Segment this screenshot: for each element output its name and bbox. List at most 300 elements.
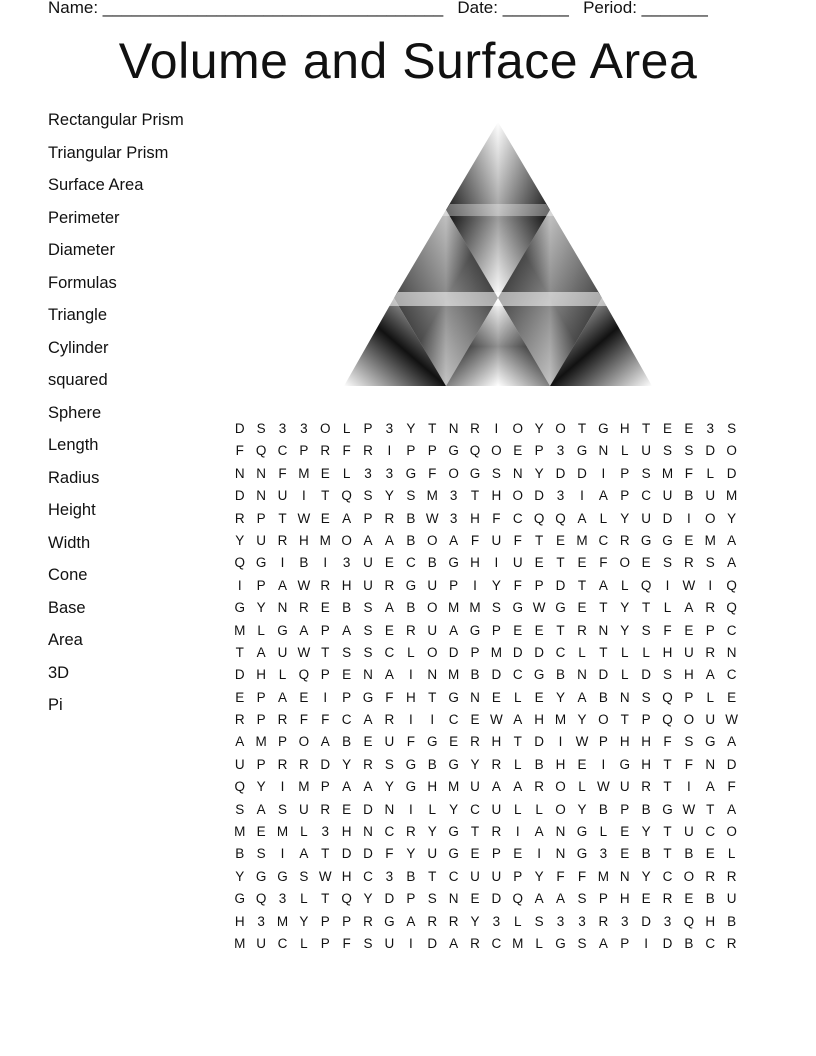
- grid-letter: E: [513, 622, 523, 638]
- grid-letter: Y: [641, 824, 651, 840]
- grid-letter: U: [705, 488, 716, 504]
- grid-letter: B: [299, 555, 309, 571]
- grid-letter: P: [320, 667, 330, 683]
- grid-letter: I: [601, 465, 606, 481]
- grid-letter: 3: [385, 465, 394, 481]
- grid-letter: D: [320, 756, 331, 772]
- grid-letter: Y: [384, 488, 394, 504]
- word-list-item: Cone: [48, 566, 88, 584]
- grid-letter: Q: [555, 510, 566, 526]
- grid-letter: T: [428, 689, 437, 705]
- page-title: Volume and Surface Area: [118, 33, 698, 89]
- grid-letter: R: [384, 712, 395, 728]
- grid-letter: A: [299, 846, 309, 862]
- grid-letter: R: [491, 824, 502, 840]
- grid-letter: E: [470, 891, 480, 907]
- grid-letter: N: [277, 600, 288, 616]
- grid-letter: L: [578, 779, 586, 795]
- grid-letter: P: [320, 622, 330, 638]
- grid-letter: T: [599, 600, 608, 616]
- grid-letter: M: [276, 913, 289, 929]
- grid-letter: U: [234, 756, 245, 772]
- grid-letter: D: [705, 443, 716, 459]
- grid-letter: D: [726, 465, 737, 481]
- grid-letter: M: [276, 824, 289, 840]
- grid-letter: E: [577, 555, 587, 571]
- grid-letter: H: [341, 577, 352, 593]
- grid-letter: Q: [234, 779, 245, 795]
- grid-row: [229, 709, 742, 731]
- grid-letter: D: [534, 644, 545, 660]
- grid-letter: B: [427, 756, 437, 772]
- pyramid-highlight: [388, 292, 608, 306]
- grid-letter: A: [727, 801, 737, 817]
- grid-letter: H: [684, 667, 694, 683]
- grid-letter: R: [320, 801, 331, 817]
- grid-letter: 3: [278, 891, 287, 907]
- grid-letter: D: [726, 756, 737, 772]
- grid-letter: S: [577, 935, 587, 951]
- grid-letter: O: [555, 421, 566, 436]
- grid-letter: F: [599, 555, 608, 571]
- grid-letter: T: [577, 421, 587, 436]
- grid-letter: I: [708, 577, 713, 593]
- grid-letter: R: [384, 510, 395, 526]
- grid-letter: H: [619, 421, 630, 436]
- grid-letter: I: [408, 801, 413, 817]
- grid-letter: N: [598, 622, 609, 638]
- grid-letter: R: [277, 712, 288, 728]
- grid-letter: O: [491, 443, 502, 459]
- grid-letter: A: [342, 622, 352, 638]
- grid-letter: I: [558, 734, 563, 750]
- grid-letter: P: [406, 891, 416, 907]
- grid-letter: A: [684, 600, 694, 616]
- grid-letter: P: [427, 443, 437, 459]
- grid-letter: T: [620, 712, 629, 728]
- grid-letter: N: [705, 756, 716, 772]
- grid-letter: P: [363, 421, 373, 436]
- grid-letter: S: [277, 801, 287, 817]
- grid-letter: F: [385, 689, 394, 705]
- grid-letter: Q: [298, 667, 310, 683]
- grid-letter: L: [428, 801, 436, 817]
- grid-letter: F: [663, 622, 672, 638]
- grid-letter: G: [277, 868, 288, 884]
- grid-letter: N: [256, 465, 266, 481]
- grid-letter: T: [321, 644, 330, 660]
- grid-letter: S: [406, 488, 416, 504]
- grid-letter: F: [684, 465, 694, 481]
- grid-letter: P: [256, 756, 266, 772]
- grid-letter: W: [490, 712, 503, 728]
- grid-letter: Y: [727, 510, 737, 526]
- grid-letter: Q: [683, 913, 695, 929]
- grid-row: [229, 463, 742, 485]
- grid-letter: 3: [385, 868, 394, 884]
- pyramid-highlight: [442, 204, 554, 216]
- grid-letter: U: [427, 846, 438, 862]
- grid-letter: E: [641, 891, 651, 907]
- grid-letter: I: [687, 510, 691, 526]
- grid-letter: R: [470, 734, 480, 750]
- grid-letter: B: [598, 689, 608, 705]
- grid-letter: T: [428, 421, 437, 436]
- grid-letter: L: [620, 667, 629, 683]
- grid-letter: O: [683, 868, 695, 884]
- student-info-line: [48, 0, 708, 18]
- grid-letter: U: [470, 868, 480, 884]
- word-list-item: Base: [48, 598, 86, 617]
- grid-letter: P: [342, 913, 352, 929]
- grid-letter: R: [277, 532, 288, 548]
- grid-letter: U: [256, 935, 266, 951]
- grid-letter: O: [426, 532, 438, 548]
- grid-letter: P: [256, 689, 266, 705]
- grid-letter: A: [342, 510, 352, 526]
- grid-letter: G: [448, 555, 459, 571]
- grid-letter: B: [534, 756, 544, 772]
- grid-letter: F: [727, 779, 736, 795]
- grid-letter: D: [341, 846, 352, 862]
- grid-letter: G: [469, 465, 481, 481]
- name-field: Name: ____________________________________: [48, 0, 444, 17]
- word-list-item: Cylinder: [48, 338, 109, 357]
- grid-letter: Y: [620, 622, 630, 638]
- grid-letter: Y: [491, 577, 501, 593]
- grid-letter: A: [534, 824, 544, 840]
- grid-letter: E: [705, 846, 715, 862]
- grid-letter: R: [705, 600, 716, 616]
- grid-letter: E: [684, 532, 694, 548]
- grid-letter: T: [278, 510, 287, 526]
- grid-letter: 3: [449, 488, 458, 504]
- grid-letter: 3: [321, 824, 330, 840]
- grid-letter: T: [663, 756, 672, 772]
- grid-letter: R: [363, 756, 373, 772]
- grid-letter: A: [235, 734, 245, 750]
- grid-letter: T: [663, 846, 672, 862]
- grid-row: [229, 664, 742, 686]
- grid-letter: L: [342, 465, 351, 481]
- grid-letter: F: [428, 465, 437, 481]
- grid-letter: A: [342, 779, 352, 795]
- grid-letter: R: [534, 779, 545, 795]
- grid-letter: A: [727, 734, 737, 750]
- grid-letter: W: [596, 779, 610, 795]
- grid-letter: P: [470, 644, 480, 660]
- date-field: Date: _______: [457, 0, 569, 17]
- grid-letter: Y: [235, 532, 245, 548]
- grid-letter: U: [662, 488, 673, 504]
- grid-letter: R: [619, 532, 630, 548]
- grid-row: [229, 642, 742, 664]
- grid-letter: M: [469, 600, 481, 616]
- grid-letter: H: [641, 734, 651, 750]
- grid-row: [229, 754, 742, 776]
- grid-letter: H: [470, 555, 480, 571]
- grid-row: [229, 440, 742, 462]
- grid-letter: A: [727, 532, 737, 548]
- word-list-item: Sphere: [48, 403, 102, 422]
- grid-letter: O: [448, 465, 459, 481]
- grid-letter: 3: [663, 913, 672, 929]
- grid-letter: B: [406, 600, 416, 616]
- grid-letter: E: [727, 689, 737, 705]
- grid-letter: Q: [662, 689, 673, 705]
- grid-letter: W: [575, 734, 589, 750]
- grid-letter: O: [298, 734, 310, 750]
- grid-letter: P: [406, 443, 416, 459]
- grid-letter: P: [491, 846, 501, 862]
- grid-letter: Y: [534, 421, 544, 436]
- grid-row: [229, 888, 742, 910]
- grid-letter: P: [320, 913, 330, 929]
- grid-letter: S: [727, 421, 737, 436]
- grid-letter: F: [385, 846, 394, 862]
- grid-letter: M: [597, 868, 609, 884]
- grid-letter: 3: [342, 555, 351, 571]
- grid-letter: R: [234, 712, 245, 728]
- grid-letter: S: [534, 913, 544, 929]
- grid-letter: F: [470, 532, 480, 548]
- grid-letter: B: [641, 846, 651, 862]
- grid-letter: E: [320, 510, 330, 526]
- grid-letter: T: [641, 600, 651, 616]
- grid-letter: R: [427, 913, 438, 929]
- grid-letter: G: [234, 600, 245, 616]
- grid-letter: G: [533, 667, 545, 683]
- grid-letter: G: [448, 689, 459, 705]
- grid-row: [229, 776, 742, 798]
- grid-letter: H: [234, 913, 245, 929]
- grid-letter: D: [641, 913, 651, 929]
- grid-letter: D: [534, 488, 545, 504]
- grid-letter: Y: [299, 913, 309, 929]
- grid-letter: A: [449, 935, 459, 951]
- grid-letter: C: [555, 644, 566, 660]
- grid-letter: I: [687, 779, 691, 795]
- grid-letter: M: [298, 779, 310, 795]
- grid-letter: A: [384, 667, 394, 683]
- word-list-item: Width: [48, 533, 91, 552]
- grid-letter: P: [705, 622, 715, 638]
- grid-letter: Q: [726, 577, 737, 593]
- grid-letter: Y: [235, 868, 245, 884]
- grid-letter: F: [406, 734, 415, 750]
- grid-letter: Y: [427, 824, 437, 840]
- grid-letter: G: [384, 913, 395, 929]
- grid-letter: C: [470, 801, 480, 817]
- grid-letter: B: [427, 555, 437, 571]
- grid-letter: B: [598, 801, 608, 817]
- grid-letter: E: [620, 846, 630, 862]
- grid-letter: H: [641, 756, 651, 772]
- grid-letter: P: [620, 801, 630, 817]
- grid-letter: E: [449, 734, 459, 750]
- grid-letter: W: [682, 801, 696, 817]
- grid-letter: S: [705, 555, 715, 571]
- grid-letter: H: [298, 532, 309, 548]
- grid-letter: M: [512, 935, 524, 951]
- grid-letter: W: [318, 868, 332, 884]
- grid-letter: R: [363, 913, 373, 929]
- grid-letter: S: [342, 644, 352, 660]
- grid-letter: N: [619, 689, 630, 705]
- grid-letter: D: [555, 465, 566, 481]
- grid-row: [229, 620, 742, 642]
- grid-letter: G: [576, 846, 588, 862]
- grid-letter: A: [384, 600, 394, 616]
- grid-letter: R: [684, 555, 694, 571]
- grid-letter: R: [405, 622, 416, 638]
- grid-row: [229, 418, 742, 440]
- grid-letter: S: [663, 667, 673, 683]
- grid-row: [229, 843, 742, 865]
- grid-letter: H: [427, 779, 438, 795]
- grid-letter: O: [619, 555, 630, 571]
- grid-letter: T: [599, 644, 608, 660]
- grid-letter: S: [684, 734, 694, 750]
- grid-letter: Y: [384, 779, 394, 795]
- word-list-item: Radius: [48, 468, 100, 487]
- grid-letter: L: [514, 689, 522, 705]
- grid-letter: P: [449, 577, 459, 593]
- grid-letter: Q: [341, 891, 352, 907]
- grid-letter: T: [513, 734, 522, 750]
- grid-letter: E: [684, 622, 694, 638]
- grid-letter: E: [534, 622, 544, 638]
- grid-letter: 3: [556, 443, 565, 459]
- grid-letter: G: [469, 622, 481, 638]
- grid-letter: Y: [641, 868, 651, 884]
- grid-letter: Y: [342, 756, 352, 772]
- grid-letter: S: [299, 868, 309, 884]
- grid-letter: N: [555, 846, 566, 862]
- grid-letter: S: [491, 465, 501, 481]
- grid-letter: D: [662, 510, 673, 526]
- grid-letter: T: [470, 824, 480, 840]
- grid-letter: F: [342, 443, 351, 459]
- grid-letter: A: [598, 488, 608, 504]
- grid-letter: A: [363, 779, 373, 795]
- grid-letter: G: [426, 734, 438, 750]
- grid-letter: E: [235, 689, 245, 705]
- grid-letter: Y: [363, 891, 373, 907]
- grid-letter: H: [341, 824, 352, 840]
- grid-letter: R: [405, 824, 416, 840]
- grid-letter: S: [427, 891, 437, 907]
- grid-letter: M: [447, 600, 460, 616]
- grid-letter: H: [256, 667, 266, 683]
- grid-letter: A: [556, 891, 566, 907]
- grid-letter: O: [726, 443, 737, 459]
- word-list-item: Height: [48, 501, 96, 519]
- word-list-item: Diameter: [48, 241, 115, 259]
- grid-letter: N: [234, 465, 245, 481]
- grid-letter: A: [449, 622, 459, 638]
- grid-letter: G: [277, 622, 288, 638]
- grid-letter: L: [407, 644, 415, 660]
- word-list-item: Triangle: [48, 306, 107, 324]
- word-list-item: Surface Area: [48, 176, 144, 194]
- grid-letter: P: [534, 577, 544, 593]
- grid-letter: F: [684, 756, 694, 772]
- grid-letter: E: [470, 712, 480, 728]
- grid-letter: C: [384, 824, 395, 840]
- word-list-item: Rectangular Prism: [48, 111, 184, 129]
- grid-letter: M: [726, 488, 738, 504]
- grid-letter: O: [598, 712, 609, 728]
- grid-letter: E: [384, 622, 394, 638]
- grid-letter: L: [278, 667, 287, 683]
- grid-letter: L: [642, 644, 650, 660]
- grid-letter: L: [599, 510, 608, 526]
- grid-letter: R: [662, 891, 673, 907]
- grid-letter: W: [297, 644, 311, 660]
- grid-letter: R: [491, 756, 502, 772]
- grid-letter: U: [641, 510, 651, 526]
- grid-letter: A: [299, 622, 309, 638]
- grid-letter: L: [535, 935, 543, 951]
- grid-letter: Y: [556, 689, 566, 705]
- grid-letter: P: [620, 935, 630, 951]
- grid-letter: E: [320, 465, 330, 481]
- grid-letter: E: [513, 443, 523, 459]
- grid-letter: A: [598, 577, 608, 593]
- grid-letter: L: [535, 801, 543, 817]
- grid-letter: L: [514, 756, 522, 772]
- grid-letter: U: [256, 532, 266, 548]
- grid-letter: S: [256, 421, 266, 436]
- grid-letter: G: [405, 779, 417, 795]
- grid-letter: W: [297, 510, 311, 526]
- grid-letter: D: [491, 667, 502, 683]
- grid-letter: U: [684, 644, 694, 660]
- grid-letter: R: [320, 577, 331, 593]
- grid-letter: M: [554, 712, 567, 728]
- grid-letter: O: [683, 712, 695, 728]
- grid-letter: B: [342, 600, 352, 616]
- grid-letter: R: [384, 577, 395, 593]
- grid-letter: I: [237, 577, 242, 593]
- grid-letter: R: [641, 779, 651, 795]
- grid-letter: L: [727, 846, 736, 862]
- grid-letter: G: [576, 443, 588, 459]
- grid-letter: M: [490, 644, 502, 660]
- grid-letter: 3: [300, 421, 308, 436]
- grid-letter: P: [342, 689, 352, 705]
- grid-letter: A: [598, 935, 608, 951]
- grid-letter: I: [280, 779, 285, 795]
- grid-letter: P: [256, 577, 266, 593]
- grid-letter: N: [598, 443, 609, 459]
- grid-letter: T: [663, 779, 672, 795]
- grid-letter: C: [341, 712, 352, 728]
- grid-letter: I: [601, 756, 606, 772]
- grid-letter: U: [705, 712, 716, 728]
- grid-letter: U: [427, 577, 438, 593]
- grid-letter: R: [705, 868, 716, 884]
- grid-letter: R: [448, 913, 459, 929]
- grid-letter: U: [641, 443, 651, 459]
- grid-letter: D: [427, 935, 438, 951]
- grid-letter: C: [512, 510, 523, 526]
- grid-letter: C: [384, 644, 395, 660]
- grid-letter: Y: [577, 712, 587, 728]
- grid-letter: 3: [364, 465, 372, 481]
- grid-letter: S: [256, 846, 266, 862]
